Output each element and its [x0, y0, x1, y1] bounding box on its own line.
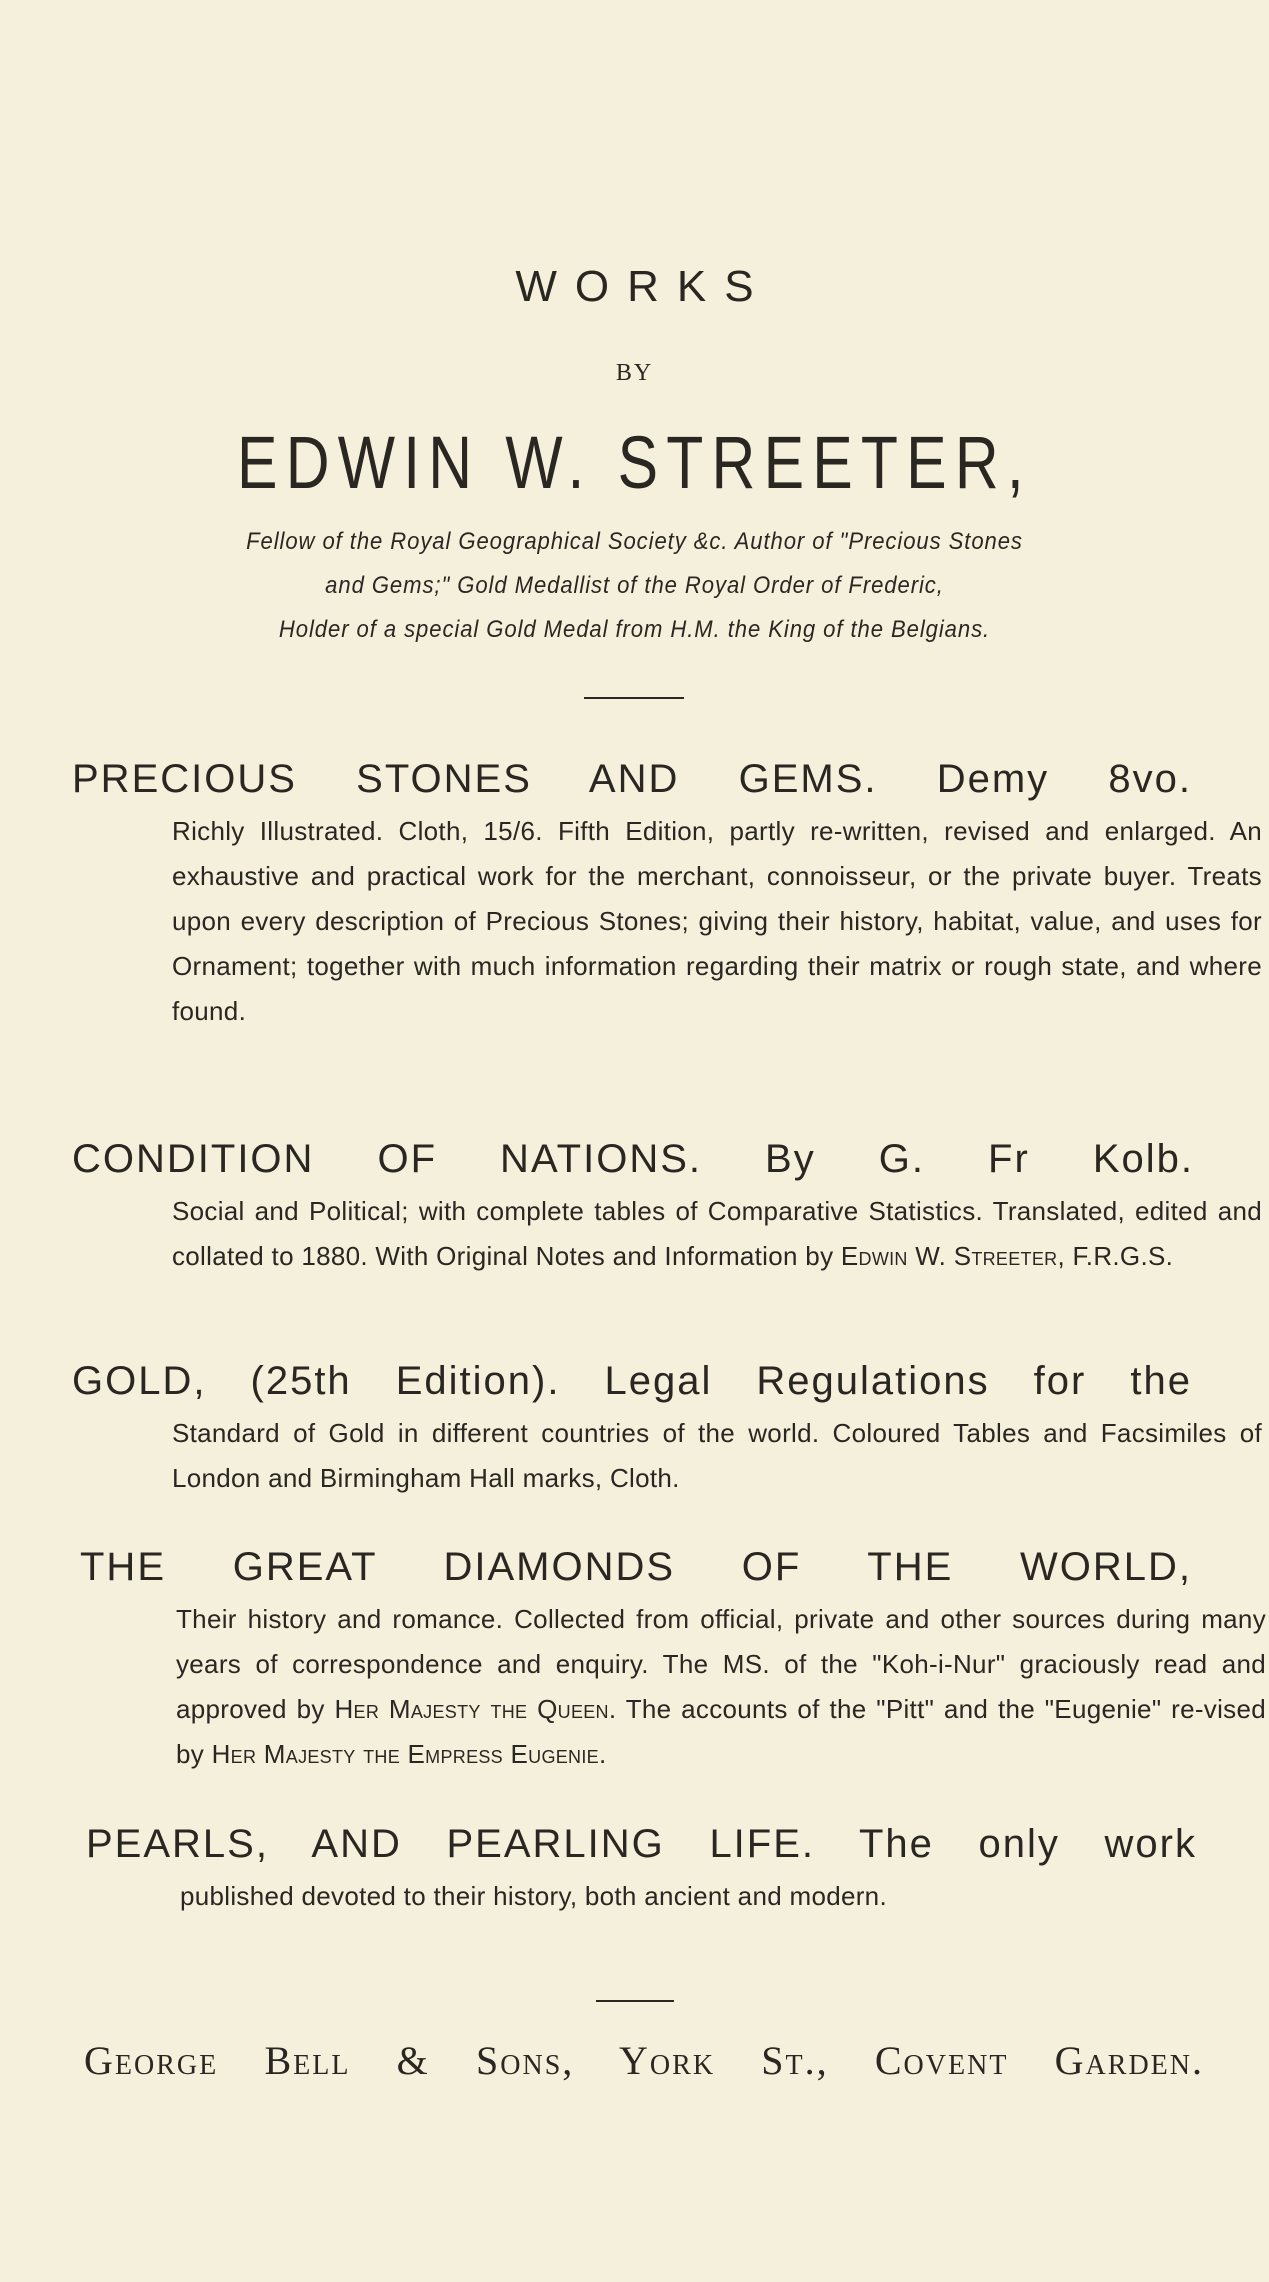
book-description: Standard of Gold in different countries of the world. Coloured Tables and Facsimiles of London and Birmingham Hall marks, Cloth. — [172, 1418, 1262, 1493]
book-entry-precious-stones — [72, 755, 1262, 1034]
book-title: CONDITION OF NATIONS. By G. Fr Kolb. — [72, 1137, 1194, 1181]
description-text: Social and Political; with complete tables of Comparative Statistics. Translated, edited and collated to 1880. With Original Notes and Information by — [172, 1196, 1262, 1271]
royal-name: Her Majesty the Queen. — [334, 1694, 617, 1724]
author-name: EDWIN W. STREETER, — [237, 421, 1032, 504]
book-title: PEARLS, AND PEARLING LIFE. The only work — [86, 1822, 1197, 1866]
book-entry-gold — [72, 1357, 1262, 1501]
book-description — [172, 1189, 1262, 1279]
book-title: GOLD, (25th Edition). Legal Regulations for the — [72, 1359, 1192, 1403]
book-description: Richly Illustrated. Cloth, 15/6. Fifth Edition, partly re-written, revised and enlarged. An exhaustive and practical work for the merchant, connoisseur, or the private buyer. Treats upon every description of Precious Stones; giving their history, habitat, value, and uses for Ornament; together with much information regarding their matrix or rough state, and where found. — [172, 816, 1262, 1026]
book-title: PRECIOUS STONES AND GEMS. Demy 8vo. — [72, 757, 1192, 801]
by-label: BY — [615, 360, 654, 386]
divider-rule — [596, 2000, 674, 2002]
publisher-imprint: George Bell & Sons, York St., Covent Garden. — [84, 2038, 1204, 2083]
description-text: The accounts of the "Pitt" and the "Eugenie" re-vised by — [176, 1694, 1266, 1769]
book-description: published devoted to their history, both ancient and modern. — [180, 1881, 887, 1911]
divider-rule — [584, 697, 684, 699]
author-credentials — [51, 520, 1218, 652]
royal-name: Her Majesty the Empress Eugenie. — [211, 1739, 607, 1769]
works-title: WORKS — [515, 262, 772, 311]
book-description — [176, 1597, 1266, 1777]
credentials-line: Holder of a special Gold Medal from H.M. the King of the Belgians. — [278, 616, 991, 643]
book-entry-great-diamonds — [72, 1543, 1266, 1777]
credentials-line: and Gems;" Gold Medallist of the Royal Order of Frederic, — [325, 572, 944, 599]
book-entry-condition-of-nations — [72, 1135, 1262, 1279]
credentials-line: Fellow of the Royal Geographical Society &c. Author of "Precious Stones — [246, 528, 1023, 555]
book-title: THE GREAT DIAMONDS OF THE WORLD, — [80, 1545, 1192, 1589]
translator-name: Edwin W. Streeter, F.R.G.S. — [840, 1241, 1174, 1271]
book-entry-pearls — [72, 1820, 1197, 1919]
description-text: Their history and romance. Collected from official, private and other sources during many years of correspondence and enquiry. The MS. of the "Koh-i-Nur" graciously read and approved by — [176, 1604, 1266, 1724]
